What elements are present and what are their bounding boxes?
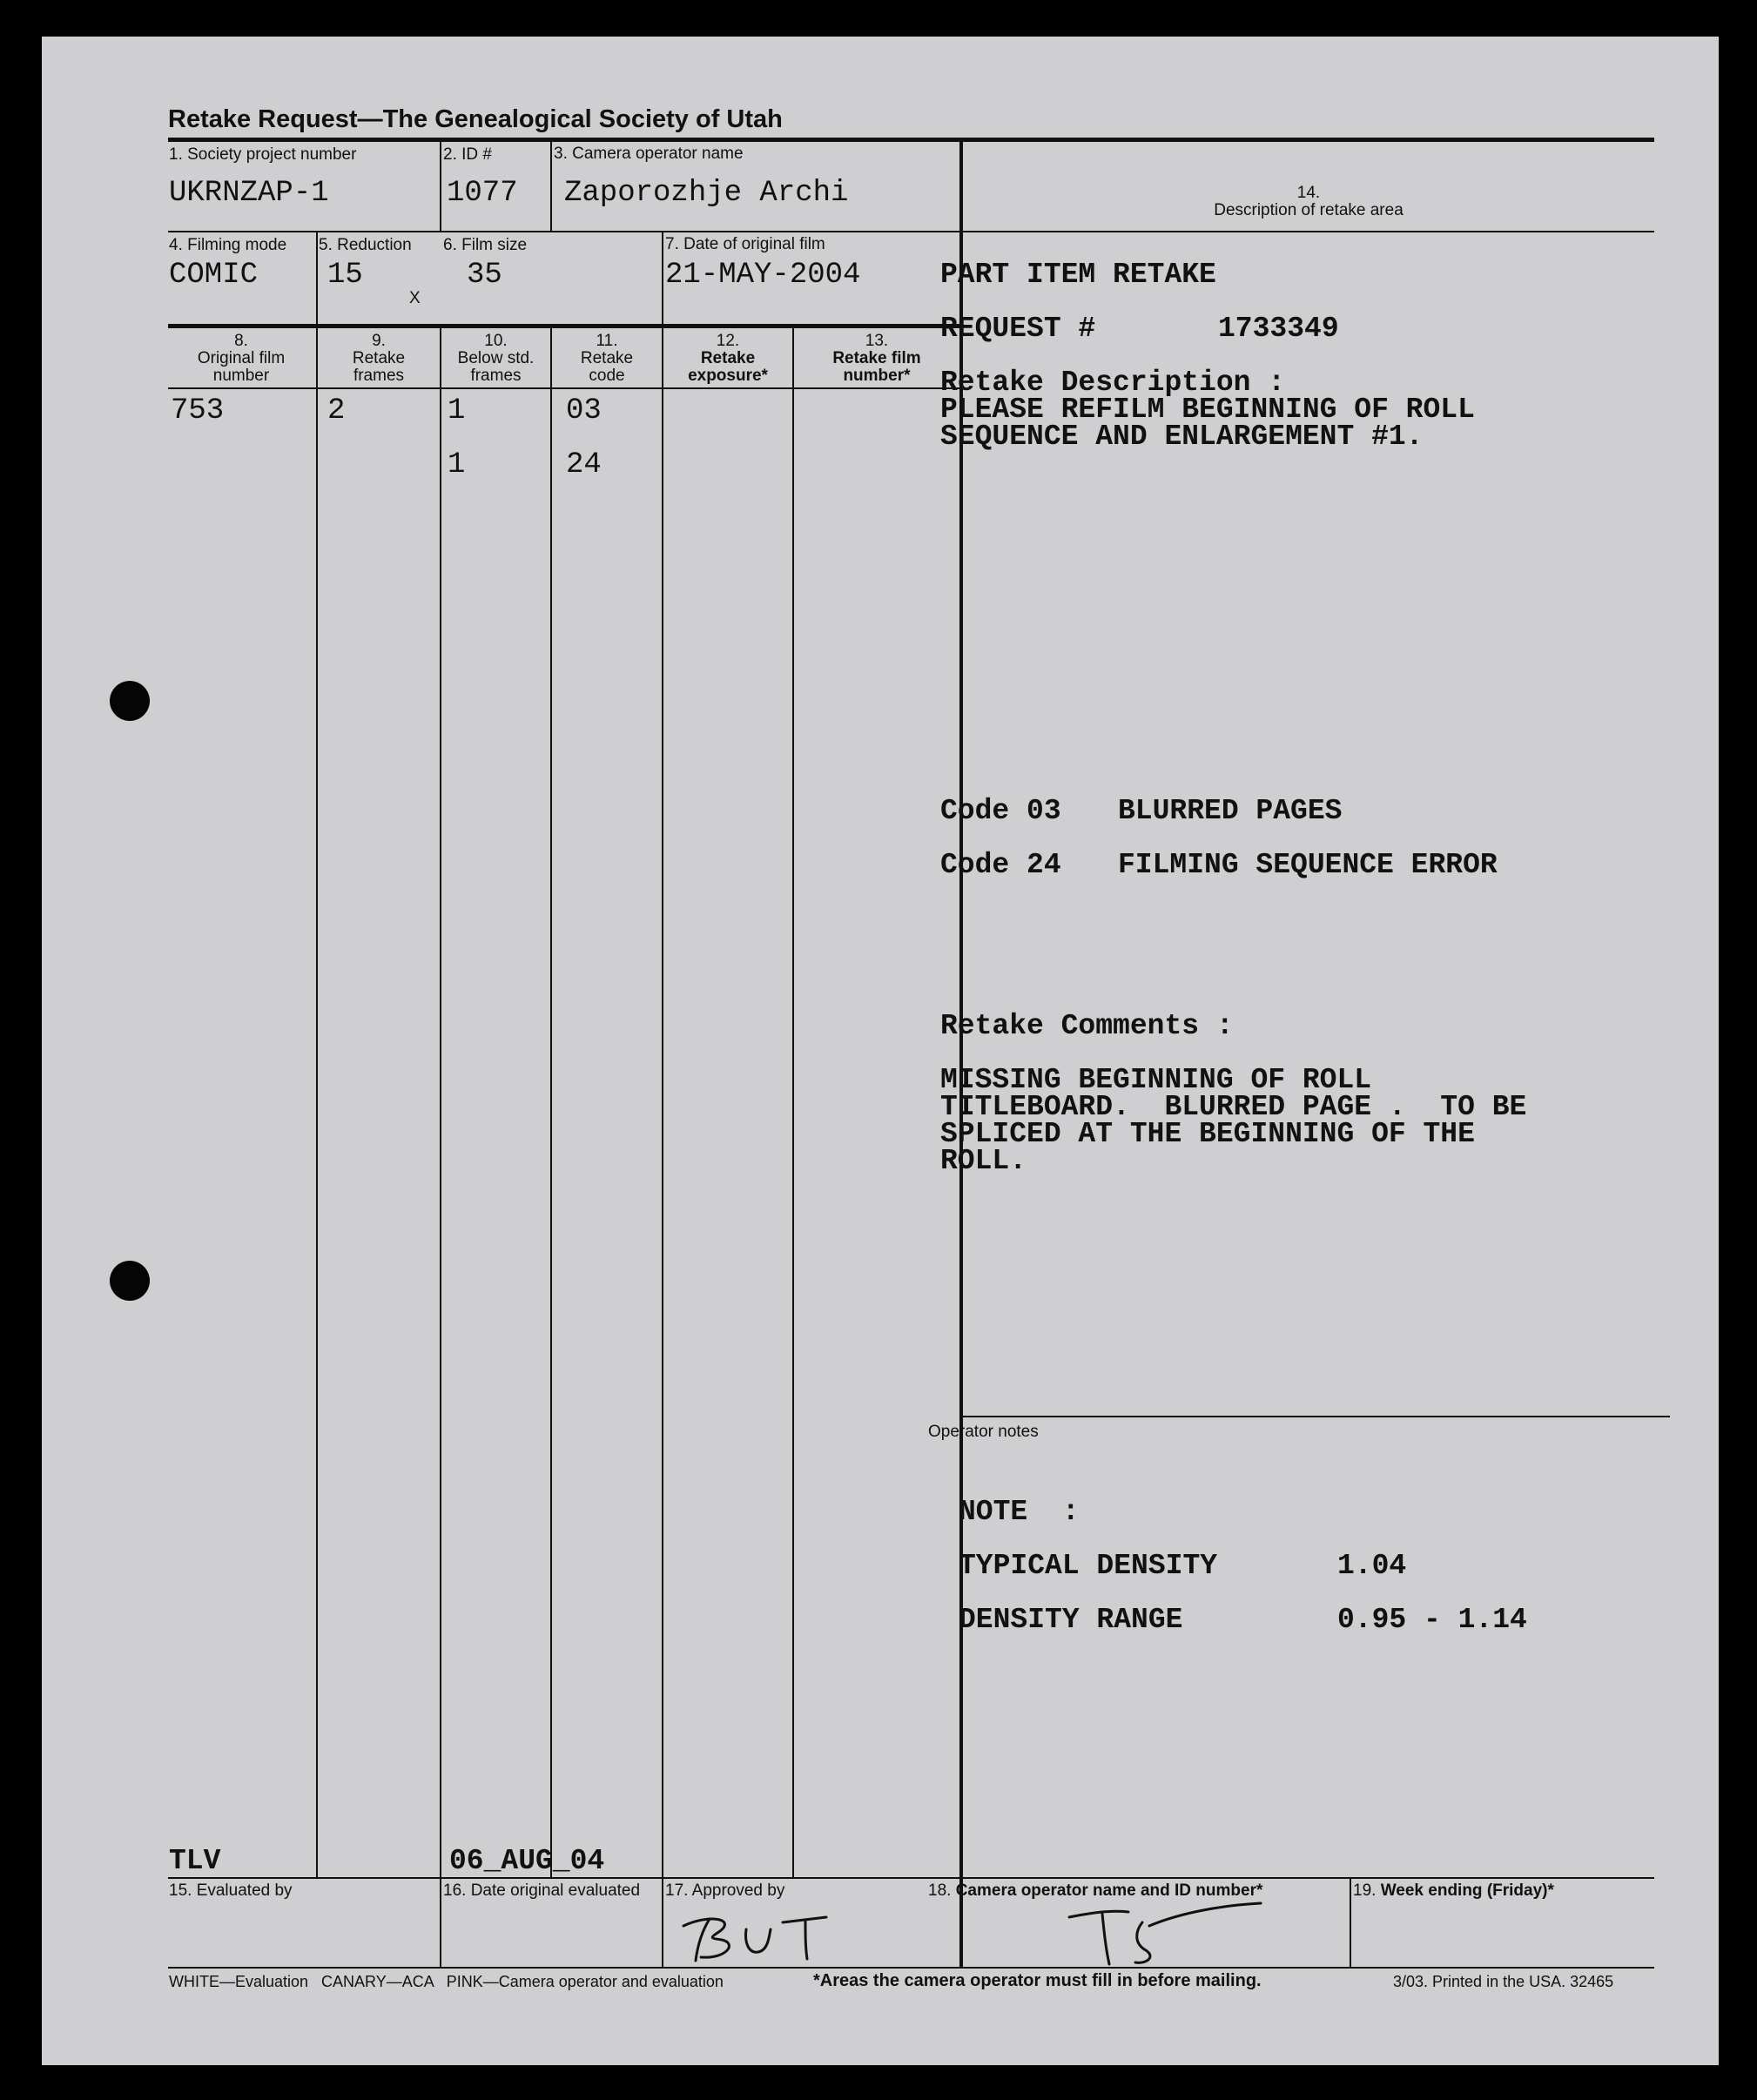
comments-label: Retake Comments :: [940, 1010, 1234, 1042]
divider-table-3: [550, 324, 552, 1877]
form-title: Retake Request—The Genealogical Society of Utah: [168, 105, 783, 133]
header-retake-film-number: [794, 333, 959, 385]
rule-bottom: [168, 1967, 1654, 1969]
value-below-std-2: 1: [448, 448, 466, 481]
value-date-original-film: 21-MAY-2004: [665, 259, 861, 292]
desc-line-1: PLEASE REFILM BEGINNING OF ROLL: [940, 394, 1475, 426]
desc-retake-description-label: Retake Description :: [940, 367, 1286, 399]
density-range-value: 0.95 - 1.14: [1337, 1604, 1527, 1636]
desc-request-number: 1733349: [1218, 313, 1339, 345]
value-society-project: UKRNZAP-1: [169, 177, 329, 210]
label-evaluated-by: 15. Evaluated by: [169, 1881, 293, 1900]
label-society-project: 1. Society project number: [169, 145, 357, 164]
code-1-meaning: BLURRED PAGES: [1118, 795, 1343, 827]
typical-density-value: 1.04: [1337, 1550, 1407, 1582]
label-approved-by: 17. Approved by: [665, 1881, 785, 1900]
label-camera-operator-id: [928, 1881, 1262, 1901]
desc-line-2: SEQUENCE AND ENLARGEMENT #1.: [940, 421, 1424, 453]
header-retake-exposure-text: Retake exposure*: [688, 349, 768, 385]
header-retake-film-number-num: 13.: [865, 332, 889, 350]
value-camera-operator: Zaporozhje Archi: [564, 177, 849, 210]
label-description: Description of retake area: [1214, 201, 1404, 219]
value-evaluated-by: TLV: [169, 1845, 221, 1877]
value-filming-mode: COMIC: [169, 259, 259, 292]
label-camera-operator-id-num: 18.: [928, 1881, 952, 1900]
label-reduction-x: X: [409, 289, 421, 307]
punch-hole-top: [110, 681, 150, 721]
divider-col-2: [550, 139, 552, 231]
value-retake-code-1: 03: [566, 394, 602, 427]
signature-approved-by: [675, 1907, 875, 1968]
desc-heading: PART ITEM RETAKE: [940, 259, 1216, 291]
header-retake-frames: 9. Retake frames: [352, 332, 406, 385]
footer-copies: WHITE—Evaluation CANARY—ACA PINK—Camera operator and evaluation: [169, 1973, 724, 1990]
rule-title: [168, 138, 1654, 142]
label-filming-mode: 4. Filming mode: [169, 236, 287, 254]
label-reduction: 5. Reduction: [319, 236, 412, 254]
note-label: NOTE :: [959, 1496, 1080, 1528]
label-description-num: 14.: [1296, 184, 1321, 202]
density-range-label: DENSITY RANGE: [959, 1604, 1183, 1636]
rule-col-headers: [168, 387, 961, 389]
rule-bottom-fields: [168, 1877, 1654, 1879]
label-week-ending-text: Week ending (Friday)*: [1380, 1881, 1554, 1900]
header-retake-exposure: [663, 333, 792, 385]
header-below-std-frames: 10. Below std. frames: [457, 332, 535, 385]
divider-table-2: [440, 324, 441, 1967]
rule-operator-notes: [963, 1416, 1670, 1417]
header-retake-code: 11. Retake code: [580, 332, 634, 385]
divider-table-5: [792, 324, 794, 1877]
label-date-original-evaluated: 16. Date original evaluated: [443, 1881, 641, 1900]
divider-table-4: [662, 324, 663, 1967]
code-2-label: Code 24: [940, 849, 1061, 881]
divider-bottom-18-19: [1350, 1877, 1351, 1967]
header-original-film-number: 8. Original film number: [197, 332, 286, 385]
desc-request-label: REQUEST #: [940, 313, 1096, 345]
label-week-ending: [1353, 1881, 1554, 1901]
label-week-ending-num: 19.: [1353, 1881, 1377, 1900]
header-retake-exposure-num: 12.: [716, 332, 740, 350]
label-camera-operator: 3. Camera operator name: [554, 145, 744, 163]
divider-col-3: [316, 231, 318, 324]
footer-printed: 3/03. Printed in the USA. 32465: [1393, 1973, 1614, 1990]
label-camera-operator-id-text: Camera operator name and ID number*: [955, 1881, 1263, 1900]
value-date-original-evaluated: 06_AUG_04: [449, 1845, 605, 1877]
value-reduction: 15: [327, 259, 363, 292]
label-id: 2. ID #: [443, 145, 492, 164]
divider-col-4: [662, 231, 663, 324]
punch-hole-bottom: [110, 1261, 150, 1301]
label-date-original-film: 7. Date of original film: [665, 235, 825, 253]
typical-density-label: TYPICAL DENSITY: [959, 1550, 1218, 1582]
header-retake-film-number-text: Retake film number*: [832, 349, 921, 385]
comments-line-1: MISSING BEGINNING OF ROLL: [940, 1064, 1372, 1096]
label-film-size: 6. Film size: [443, 236, 528, 254]
value-retake-frames: 2: [327, 394, 346, 427]
label-operator-notes: Operator notes: [928, 1423, 1039, 1441]
form-sheet: [42, 37, 1719, 2065]
divider-table-1: [316, 324, 318, 1877]
value-below-std-1: 1: [448, 394, 466, 427]
rule-row2: [168, 324, 961, 328]
divider-col-1: [440, 139, 441, 231]
code-2-meaning: FILMING SEQUENCE ERROR: [1118, 849, 1498, 881]
comments-line-2: TITLEBOARD. BLURRED PAGE . TO BE: [940, 1091, 1527, 1123]
code-1-label: Code 03: [940, 795, 1061, 827]
value-retake-code-2: 24: [566, 448, 602, 481]
value-original-film-number: 753: [171, 394, 225, 427]
comments-line-4: ROLL.: [940, 1145, 1027, 1177]
value-id: 1077: [447, 177, 518, 210]
comments-line-3: SPLICED AT THE BEGINNING OF THE: [940, 1118, 1475, 1150]
rule-row1-right: [963, 231, 1654, 232]
footer-note: *Areas the camera operator must fill in before mailing.: [813, 1971, 1262, 1990]
signature-camera-operator: [1052, 1900, 1278, 1969]
value-film-size: 35: [467, 259, 502, 292]
rule-row1: [168, 231, 961, 232]
